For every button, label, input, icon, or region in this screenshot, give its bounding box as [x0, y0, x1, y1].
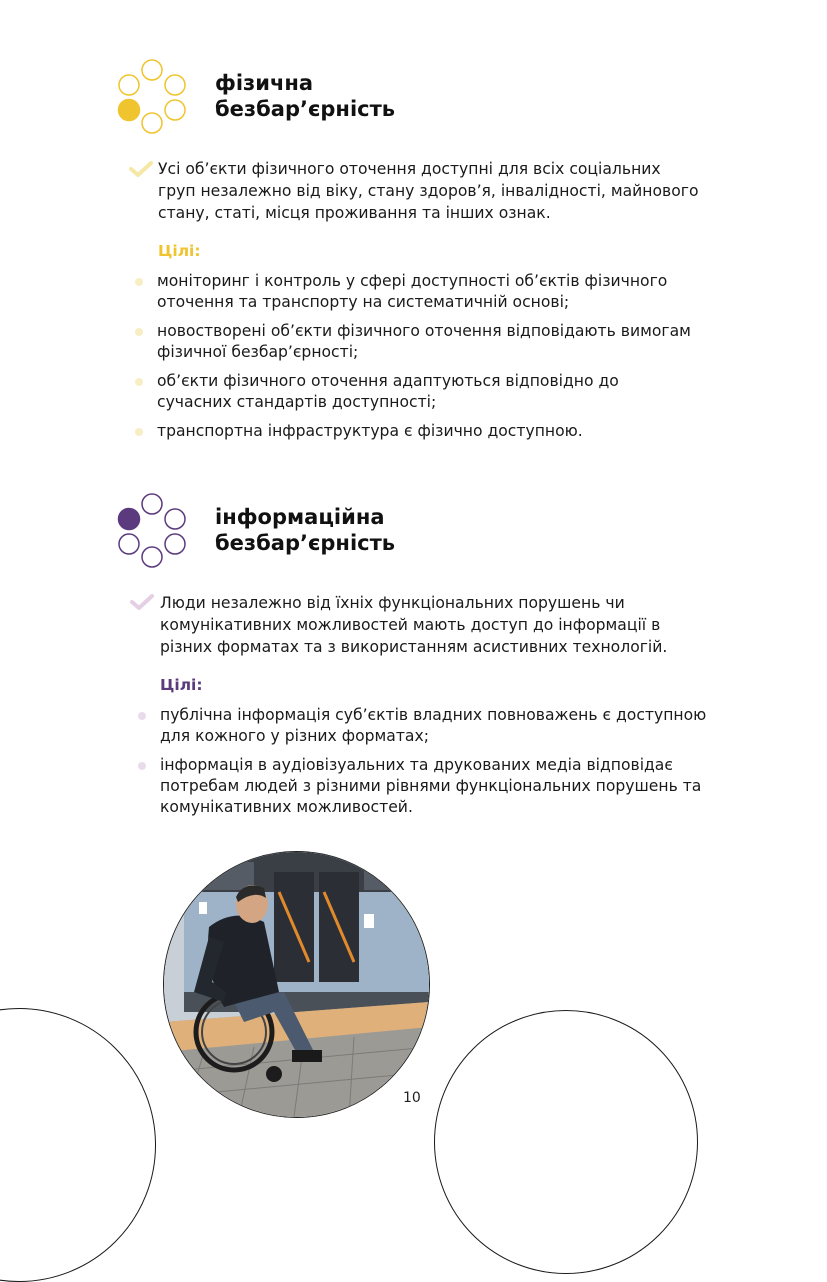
goal-text: транспортна інфраструктура є фізично доступною. [157, 422, 583, 440]
list-item [160, 755, 715, 818]
goal-text: інформація в аудіовізуальних та друкованих медіа відповідає потребам людей з різними рівнями функціональних порушень та комунікативних можливостей. [160, 756, 702, 816]
info-title-line2: безбар’єрність [215, 531, 396, 555]
page-number: 10 [403, 1090, 421, 1106]
list-item [157, 421, 697, 442]
info-section-title [215, 504, 395, 556]
physical-section-title [215, 70, 395, 122]
bullet-dot-icon [138, 712, 146, 720]
bullet-dot-icon [135, 428, 143, 436]
bullet-dot-icon [138, 762, 146, 770]
physical-circles-icon [114, 58, 190, 136]
physical-goals-label: Цілі: [158, 242, 201, 260]
decorative-circle-right [434, 1010, 698, 1274]
wheelchair-photo-illustration [164, 852, 429, 1117]
physical-goals-list [157, 271, 697, 450]
bullet-dot-icon [135, 328, 143, 336]
goal-text: новостворені об’єкти фізичного оточення відповідають вимогам фізичної безбар’єрності; [157, 322, 691, 361]
goal-text: публічна інформація суб’єктів владних повноважень є доступною для кожного у різних форматах; [160, 706, 707, 745]
info-goals-label: Цілі: [160, 676, 203, 694]
info-goals-list [160, 705, 715, 826]
physical-title-line1: фізична [215, 71, 314, 95]
physical-intro-text: Усі об’єкти фізичного оточення доступні для всіх соціальних груп незалежно від віку, стану здоров’я, інвалідності, майнового стану, статі, місця проживання та інших ознак. [158, 160, 699, 222]
goal-text: об’єкти фізичного оточення адаптуються відповідно до сучасних стандартів доступності; [157, 372, 619, 411]
decorative-circle-left [0, 1008, 156, 1282]
list-item [160, 705, 715, 747]
bullet-dot-icon [135, 378, 143, 386]
physical-title-line2: безбар’єрність [215, 97, 396, 121]
list-item [157, 271, 697, 313]
goal-text: моніторинг і контроль у сфері доступності об’єктів фізичного оточення та транспорту на систематичній основі; [157, 272, 668, 311]
bullet-dot-icon [135, 278, 143, 286]
info-title-line1: інформаційна [215, 505, 385, 529]
info-circles-icon [114, 492, 190, 570]
info-check-icon [130, 594, 154, 610]
physical-check-icon [129, 161, 153, 177]
wheelchair-user-photo [163, 851, 430, 1118]
info-intro-text: Люди незалежно від їхніх функціональних порушень чи комунікативних можливостей мають доступ до інформації в різних форматах та з використанням асистивних технологій. [160, 594, 668, 656]
list-item [157, 321, 697, 363]
list-item [157, 371, 697, 413]
